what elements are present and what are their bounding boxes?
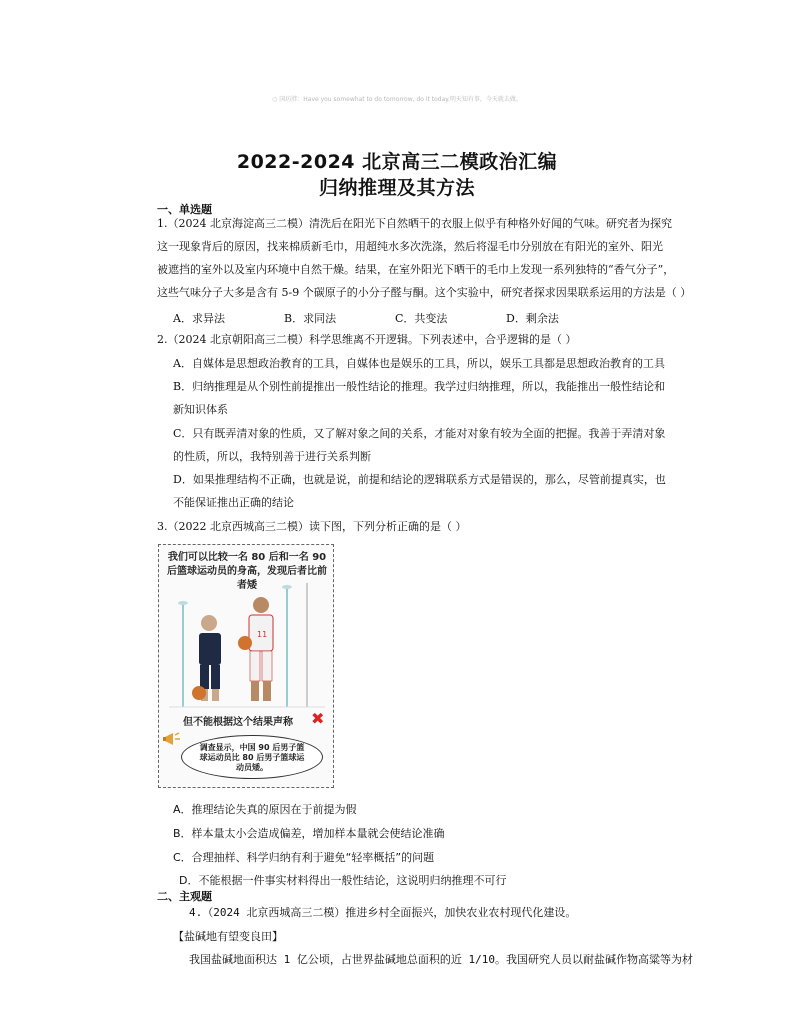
q4-stem: 4.（2024 北京西城高三二模）推进乡村全面振兴，加快农业农村现代化建设。 (189, 906, 577, 919)
figure-caption-middle: 但不能根据这个结果声称 (183, 717, 293, 728)
q2-option-a[interactable]: A．自媒体是思想政治教育的工具，自媒体也是娱乐的工具，所以，娱乐工具都是思想政治教育的工具 (173, 357, 665, 370)
q1-line: 1.（2024 北京海淀高三二模）清洗后在阳光下自然晒干的衣服上似乎有种格外好闻的气味。研究者为探究 (157, 217, 672, 230)
q2-stem: 2.（2024 北京朝阳高三二模）科学思维离不开逻辑。下列表述中，合乎逻辑的是（ ） (157, 333, 577, 346)
watermark: ○ 国坊胖：Have you somewhat to do tomorrow, do it today.明天知有事，今天就去做。 (272, 96, 522, 103)
q1-option-b[interactable]: B．求同法 (284, 312, 337, 325)
q3-stem: 3.（2022 北京西城高三二模）读下图，下列分析正确的是（ ） (157, 520, 467, 533)
q2-option-d-cont: 不能保证推出正确的结论 (173, 496, 294, 509)
q1-line: 这些气味分子大多是含有 5-9 个碳原子的小分子醛与酮。这个实验中，研究者探求因果联系运用的方法是（ ） (157, 286, 692, 299)
q1-option-a[interactable]: A．求异法 (173, 312, 225, 325)
q3-option-b[interactable]: B．样本量太小会造成偏差，增加样本量就会使结论准确 (173, 827, 445, 840)
q2-option-b-cont: 新知识体系 (173, 403, 228, 416)
q3-option-c[interactable]: C．合理抽样、科学归纳有利于避免“轻率概括”的问题 (173, 851, 435, 864)
figure-caption-top: 我们可以比较一名 80 后和一名 90 后篮球运动员的身高，发现后者比前者矮 (167, 552, 327, 591)
q2-option-d[interactable]: D．如果推理结构不正确，也就是说，前提和结论的逻辑联系方式是错误的，那么，尽管前提真实，也 (173, 473, 666, 486)
megaphone-icon (163, 731, 183, 747)
section-heading-single-choice: 一、单选题 (157, 203, 212, 216)
doc-title: 2022-2024 北京高三二模政治汇编 (236, 151, 558, 173)
section-heading-subjective: 二、主观题 (157, 890, 212, 903)
q1-option-d[interactable]: D．剩余法 (506, 312, 559, 325)
doc-subtitle: 归纳推理及其方法 (318, 177, 475, 199)
q3-figure (158, 544, 334, 788)
q2-option-b[interactable]: B．归纳推理是从个别性前提推出一般性结论的推理。我学过归纳推理，所以，我能推出一般性结论和 (173, 380, 666, 393)
q1-option-c[interactable]: C．共变法 (395, 312, 448, 325)
q1-line: 被遮挡的室外以及室内环境中自然干燥。结果，在室外阳光下晒干的毛巾上发现一系列独特的“香气分子”， (157, 263, 675, 276)
speech-bubble (181, 735, 323, 779)
q3-option-a[interactable]: A．推理结论失真的原因在于前提为假 (173, 803, 357, 816)
q4-heading: 【盐碱地有望变良田】 (173, 930, 283, 943)
cross-mark-icon: ✖ (311, 709, 325, 728)
q2-option-c[interactable]: C．只有既弄清对象的性质，又了解对象之间的关系，才能对对象有较为全面的把握。我善于弄清对象 (173, 427, 666, 440)
q1-line: 这一现象背后的原因，找来棉质新毛巾，用超纯水多次洗涤，然后将湿毛巾分别放在有阳光的室外、阳光 (157, 240, 663, 253)
q3-option-d[interactable]: D．不能根据一件事实材料得出一般性结论，这说明归纳推理不可行 (179, 874, 507, 887)
svg-text:11: 11 (257, 630, 268, 639)
q2-option-c-cont: 的性质，所以，我特别善于进行关系判断 (173, 450, 371, 463)
q4-paragraph: 我国盐碱地面积达 1 亿公顷，占世界盐碱地总面积的近 1/10。我国研究人员以耐盐碱作物高粱等为材 (189, 953, 693, 966)
speech-bubble-text: 调查显示，中国 90 后男子篮球运动员比 80 后男子篮球运动员矮。 (199, 743, 305, 772)
basketball-players-illustration (159, 581, 334, 711)
q1-options (173, 310, 617, 326)
